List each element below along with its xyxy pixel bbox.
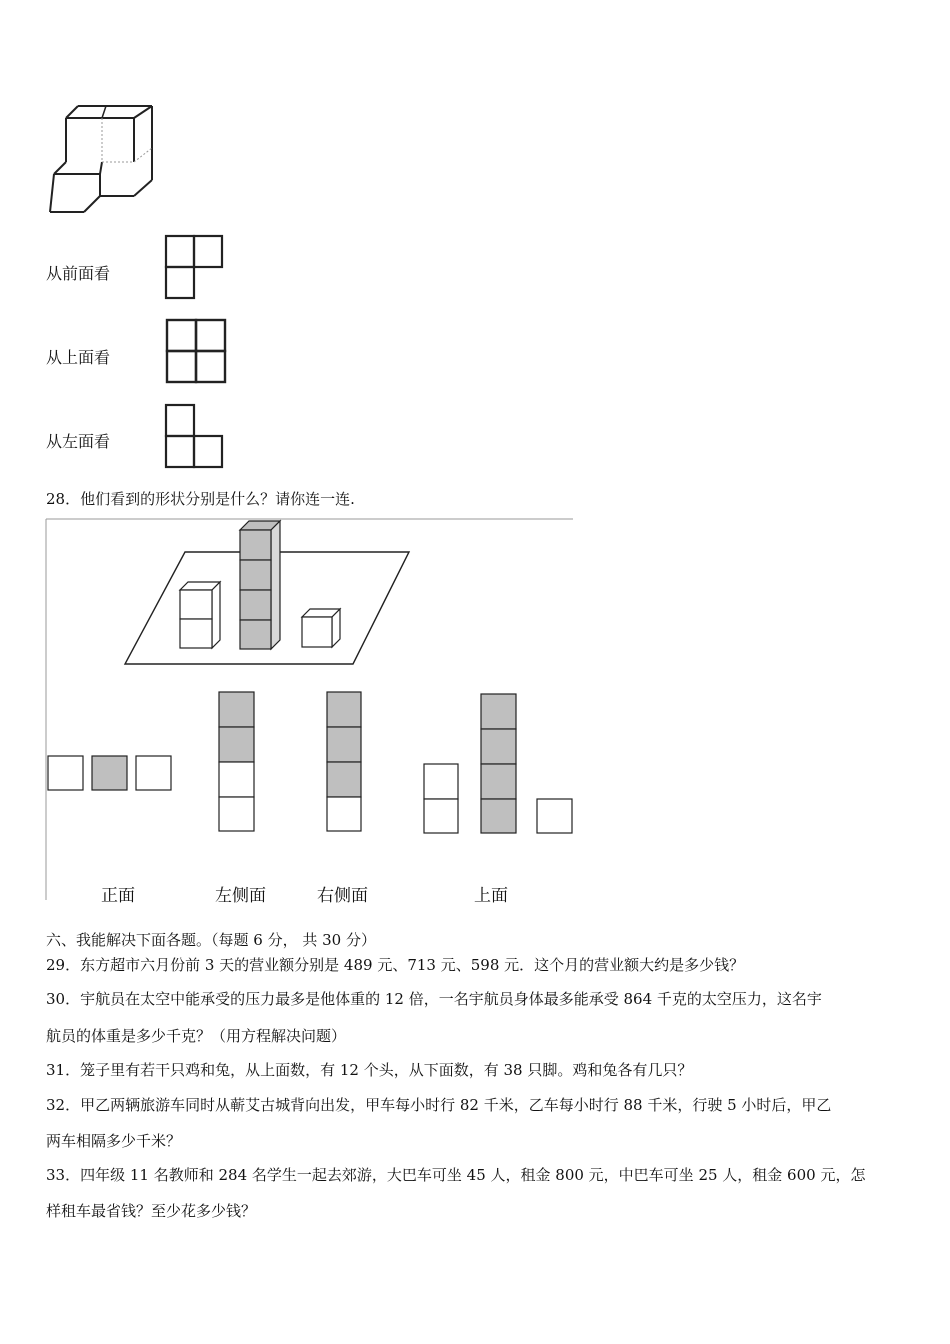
question-31-line-1: 31．笼子里有若干只鸡和兔，从上面数，有 12 个头，从下面数，有 38 只脚。鸡和兔各有几只？ [46,1061,693,1079]
option-label-top: 上面 [474,886,508,906]
question-28-text: 28．他们看到的形状分别是什么？请你连一连. [46,490,355,508]
question-29-line-1: 29．东方超市六月份前 3 天的营业额分别是 489 元、713 元、598 元．这个月的营业额大约是多少钱？ [46,956,745,974]
question-32-line-2: 两车相隔多少千米？ [46,1132,182,1150]
question-33-line-1: 33．四年级 11 名教师和 284 名学生一起去郊游，大巴车可坐 45 人，租金 800 元，中巴车可坐 25 人，租金 600 元，怎 [46,1166,866,1184]
option-label-left-side: 左侧面 [215,886,266,906]
question-30-line-2: 航员的体重是多少千克？（用方程解决问题） [46,1027,347,1045]
view-label-top: 从上面看 [46,348,111,367]
cube-stack-3d-figure [44,100,164,220]
question-33-line-2: 样租车最省钱？至少花多少钱？ [46,1202,257,1220]
view-label-left: 从左面看 [46,432,111,451]
question-28-figure [45,518,575,903]
option-label-right-side: 右侧面 [317,886,368,906]
option-label-front: 正面 [101,886,135,906]
question-30-line-1: 30．宇航员在太空中能承受的压力最多是他体重的 12 倍，一名宇航员身体最多能承受 864 千克的太空压力，这名宇 [46,990,822,1008]
section-6-title: 六、我能解决下面各题。（每题 6 分， 共 30 分） [46,931,376,949]
question-32-line-1: 32．甲乙两辆旅游车同时从蕲艾古城背向出发，甲车每小时行 82 千米，乙车每小时行 88 千米，行驶 5 小时后，甲乙 [46,1096,832,1114]
front-view-icon [164,234,224,300]
top-view-icon [165,318,227,384]
left-view-icon [164,403,224,469]
view-label-front: 从前面看 [46,264,111,283]
